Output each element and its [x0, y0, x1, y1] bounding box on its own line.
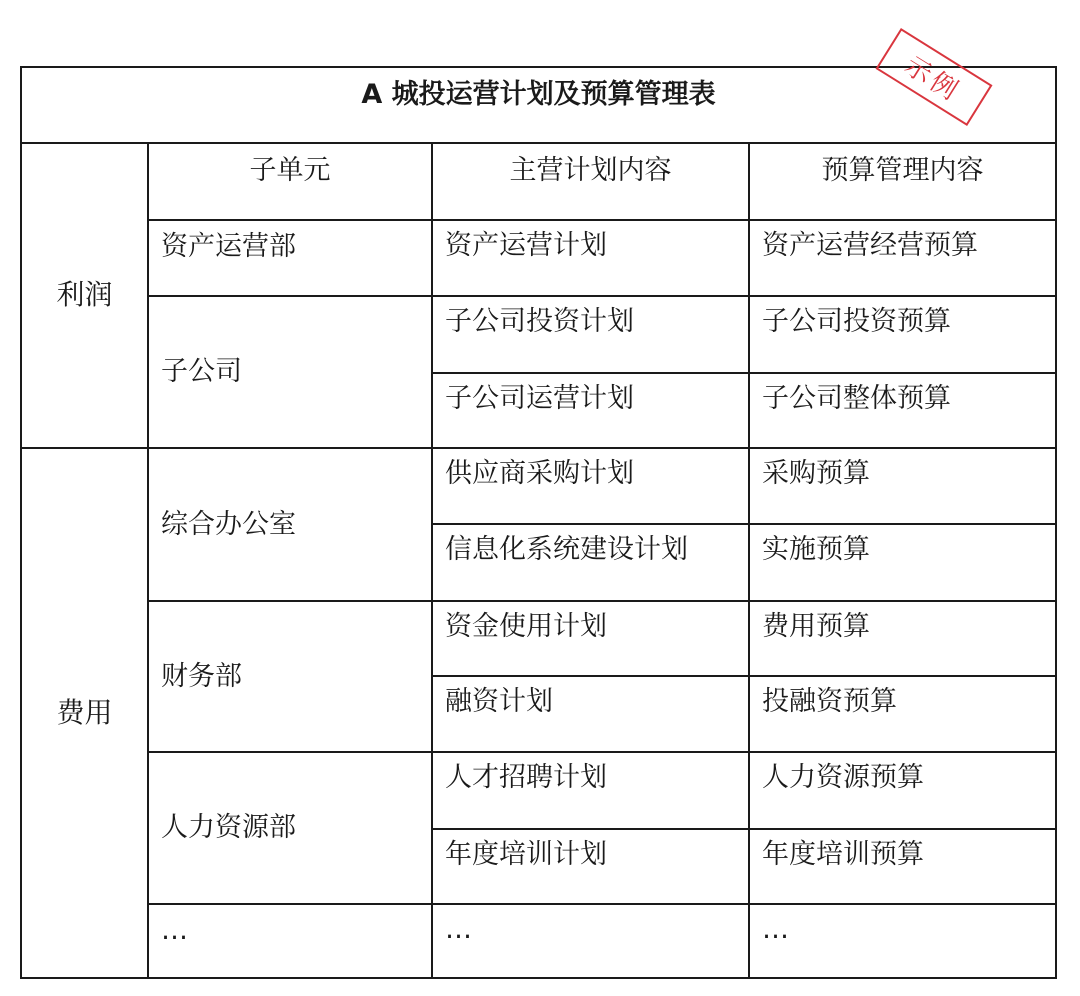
budget-table — [20, 66, 1057, 979]
budget-cell: 人力资源预算 — [749, 752, 1056, 829]
table-row — [21, 601, 1056, 676]
plan-cell: 供应商采购计划 — [432, 448, 749, 524]
category-expense: 费用 — [21, 448, 148, 978]
unit-general-office: 综合办公室 — [148, 448, 432, 601]
unit-ellipsis: … — [148, 904, 432, 978]
budget-cell: … — [749, 904, 1056, 978]
table-row — [21, 904, 1056, 978]
plan-cell: 资产运营计划 — [432, 220, 749, 296]
plan-cell: 信息化系统建设计划 — [432, 524, 749, 601]
plan-cell: 融资计划 — [432, 676, 749, 752]
budget-cell: 采购预算 — [749, 448, 1056, 524]
header-row — [21, 143, 1056, 220]
table-row — [21, 296, 1056, 373]
budget-cell: 子公司投资预算 — [749, 296, 1056, 373]
unit-finance: 财务部 — [148, 601, 432, 752]
header-unit: 子单元 — [148, 143, 432, 220]
unit-asset-ops: 资产运营部 — [148, 220, 432, 296]
budget-cell: 投融资预算 — [749, 676, 1056, 752]
plan-cell: … — [432, 904, 749, 978]
plan-cell: 资金使用计划 — [432, 601, 749, 676]
unit-subsidiary: 子公司 — [148, 296, 432, 448]
plan-cell: 子公司投资计划 — [432, 296, 749, 373]
budget-cell: 实施预算 — [749, 524, 1056, 601]
budget-cell: 子公司整体预算 — [749, 373, 1056, 448]
header-plan: 主营计划内容 — [432, 143, 749, 220]
plan-cell: 人才招聘计划 — [432, 752, 749, 829]
table-row — [21, 448, 1056, 524]
budget-cell: 费用预算 — [749, 601, 1056, 676]
budget-cell: 年度培训预算 — [749, 829, 1056, 904]
plan-cell: 年度培训计划 — [432, 829, 749, 904]
stamp-text: 示例 — [899, 50, 967, 108]
table-row — [21, 752, 1056, 829]
plan-cell: 子公司运营计划 — [432, 373, 749, 448]
unit-hr: 人力资源部 — [148, 752, 432, 904]
table-title: A 城投运营计划及预算管理表 — [21, 67, 1056, 143]
category-profit: 利润 — [21, 143, 148, 448]
budget-cell: 资产运营经营预算 — [749, 220, 1056, 296]
table-row — [21, 220, 1056, 296]
header-budget: 预算管理内容 — [749, 143, 1056, 220]
